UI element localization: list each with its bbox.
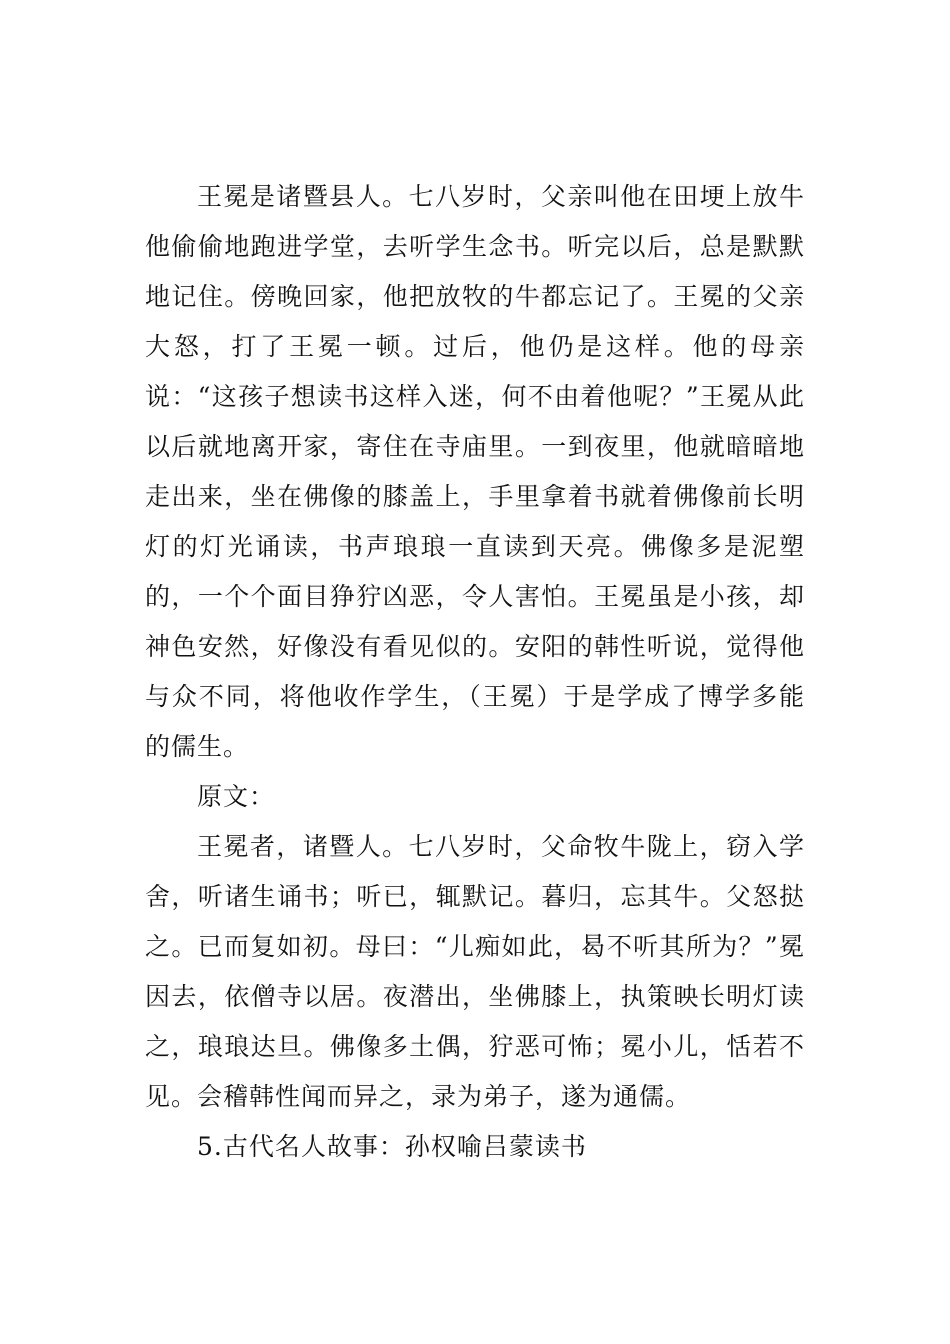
section-heading: 5.古代名人故事：孙权喻吕蒙读书: [197, 1132, 587, 1161]
original-text-label: 原文：: [197, 782, 276, 811]
document-body: [145, 172, 805, 1172]
translation-paragraph: 王冕是诸暨县人。七八岁时，父亲叫他在田埂上放牛他偷偷地跑进学堂，去听学生念书。听完以后，总是默默地记住。傍晚回家，他把放牧的牛都忘记了。王冕的父亲大怒，打了王冕一顿。过后，他仍是这样。他的母亲说：“这孩子想读书这样入迷，何不由着他呢？”王冕从此以后就地离开家，寄住在寺庙里。一到夜里，他就暗暗地走出来，坐在佛像的膝盖上，手里拿着书就着佛像前长明灯的灯光诵读，书声琅琅一直读到天亮。佛像多是泥塑的，一个个面目狰狞凶恶，令人害怕。王冕虽是小孩，却神色安然，好像没有看见似的。安阳的韩性听说，觉得他与众不同，将他收作学生，（王冕）于是学成了博学多能的儒生。: [145, 182, 805, 761]
original-text-paragraph: 王冕者，诸暨人。七八岁时，父命牧牛陇上，窃入学舍，听诸生诵书；听已，辄默记。暮归，忘其牛。父怒挞之。已而复如初。母曰：“儿痴如此，曷不听其所为？”冕因去，依僧寺以居。夜潜出，坐佛膝上，执策映长明灯读之，琅琅达旦。佛像多土偶，狞恶可怖；冕小儿，恬若不见。会稽韩性闻而异之，录为弟子，遂为通儒。: [145, 832, 805, 1111]
